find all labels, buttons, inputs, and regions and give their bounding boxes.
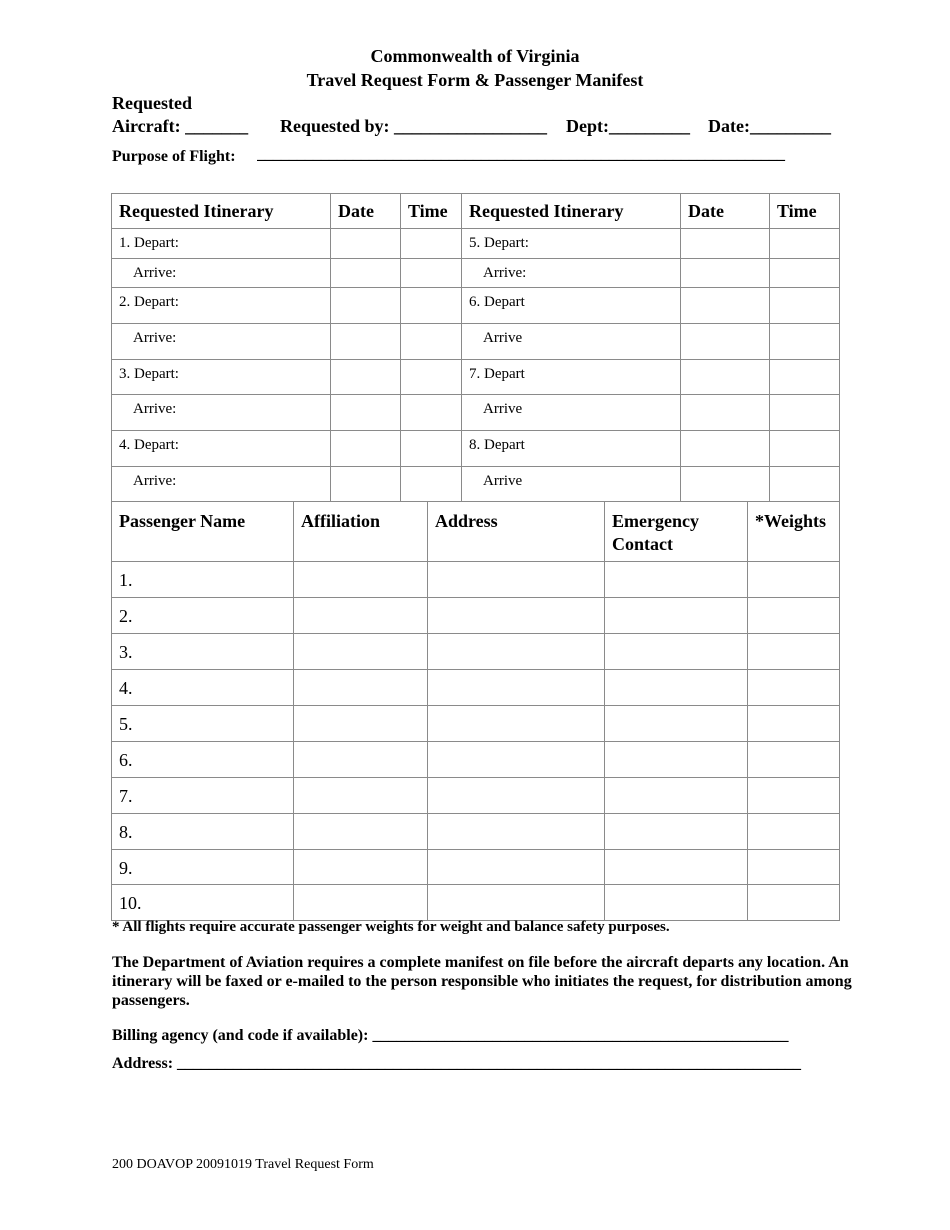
- weight-cell[interactable]: [748, 885, 840, 921]
- passenger-number[interactable]: 4.: [112, 670, 294, 706]
- dept-field[interactable]: Dept:_________: [566, 116, 690, 136]
- itinerary-leg-label: Arrive:: [112, 324, 331, 360]
- address-cell[interactable]: [428, 706, 605, 742]
- affiliation-cell[interactable]: [294, 850, 428, 885]
- date-cell[interactable]: [681, 324, 770, 360]
- time-cell[interactable]: [401, 288, 462, 324]
- address-cell[interactable]: [428, 598, 605, 634]
- itinerary-leg-label: Arrive: [462, 324, 681, 360]
- itinerary-leg-label: 7. Depart: [462, 360, 681, 395]
- date-cell[interactable]: [681, 229, 770, 259]
- emergency-contact-cell[interactable]: [605, 598, 748, 634]
- weights-header: *Weights: [748, 502, 840, 562]
- passenger-row: [112, 850, 840, 885]
- requested-by-field[interactable]: Requested by: _________________: [280, 116, 548, 136]
- weight-cell[interactable]: [748, 562, 840, 598]
- passenger-number[interactable]: 8.: [112, 814, 294, 850]
- weight-cell[interactable]: [748, 814, 840, 850]
- passenger-number[interactable]: 7.: [112, 778, 294, 814]
- passenger-number[interactable]: 6.: [112, 742, 294, 778]
- weight-cell[interactable]: [748, 706, 840, 742]
- itinerary-row: [112, 259, 840, 288]
- billing-address-field[interactable]: Address: ______________________________________________________________________________: [112, 1055, 802, 1072]
- date-cell[interactable]: [331, 467, 401, 502]
- affiliation-cell[interactable]: [294, 562, 428, 598]
- passenger-name-header: Passenger Name: [112, 502, 294, 562]
- weight-cell[interactable]: [748, 598, 840, 634]
- passenger-row: [112, 778, 840, 814]
- date-cell[interactable]: [681, 259, 770, 288]
- address-header: Address: [428, 502, 605, 562]
- weight-cell[interactable]: [748, 634, 840, 670]
- weight-cell[interactable]: [748, 670, 840, 706]
- emergency-contact-cell[interactable]: [605, 634, 748, 670]
- affiliation-cell[interactable]: [294, 778, 428, 814]
- affiliation-cell[interactable]: [294, 742, 428, 778]
- time-cell[interactable]: [401, 467, 462, 502]
- passenger-row: [112, 670, 840, 706]
- time-cell[interactable]: [770, 395, 840, 431]
- emergency-contact-cell[interactable]: [605, 706, 748, 742]
- passenger-header-row: [112, 502, 840, 562]
- date-header-right: Date: [681, 194, 770, 229]
- address-cell[interactable]: [428, 814, 605, 850]
- date-cell[interactable]: [331, 229, 401, 259]
- billing-agency-field[interactable]: Billing agency (and code if available): ____________________________________________________: [112, 1027, 789, 1044]
- affiliation-cell[interactable]: [294, 634, 428, 670]
- itinerary-row: [112, 395, 840, 431]
- emergency-contact-header: Emergency Contact: [605, 502, 748, 562]
- date-cell[interactable]: [331, 360, 401, 395]
- passenger-number[interactable]: 1.: [112, 562, 294, 598]
- itinerary-row: [112, 324, 840, 360]
- itinerary-leg-label: Arrive:: [112, 259, 331, 288]
- purpose-label: Purpose of Flight:: [112, 148, 236, 165]
- weights-note: * All flights require accurate passenger weights for weight and balance safety purposes.: [112, 919, 670, 935]
- time-cell[interactable]: [401, 229, 462, 259]
- time-cell[interactable]: [401, 395, 462, 431]
- itinerary-header-row: [112, 194, 840, 229]
- itinerary-leg-label: Arrive: [462, 395, 681, 431]
- passenger-row: [112, 885, 840, 921]
- address-cell[interactable]: [428, 634, 605, 670]
- date-cell[interactable]: [331, 395, 401, 431]
- time-cell[interactable]: [401, 431, 462, 467]
- passenger-number[interactable]: 2.: [112, 598, 294, 634]
- address-cell[interactable]: [428, 742, 605, 778]
- date-cell[interactable]: [331, 324, 401, 360]
- affiliation-header: Affiliation: [294, 502, 428, 562]
- date-header-left: Date: [331, 194, 401, 229]
- itinerary-leg-label: Arrive:: [112, 395, 331, 431]
- itinerary-row: [112, 431, 840, 467]
- itinerary-leg-label: 2. Depart:: [112, 288, 331, 324]
- passenger-number[interactable]: 10.: [112, 885, 294, 921]
- date-cell[interactable]: [681, 288, 770, 324]
- requested-label: Requested: [112, 93, 192, 113]
- emergency-contact-cell[interactable]: [605, 850, 748, 885]
- emergency-contact-cell[interactable]: [605, 778, 748, 814]
- affiliation-cell[interactable]: [294, 598, 428, 634]
- address-cell[interactable]: [428, 850, 605, 885]
- emergency-contact-cell[interactable]: [605, 742, 748, 778]
- emergency-contact-cell[interactable]: [605, 885, 748, 921]
- time-cell[interactable]: [770, 324, 840, 360]
- purpose-field[interactable]: __________________________________________________________________: [257, 146, 785, 163]
- passenger-row: [112, 634, 840, 670]
- time-cell[interactable]: [770, 229, 840, 259]
- passenger-number[interactable]: 5.: [112, 706, 294, 742]
- form-title-line1: Commonwealth of Virginia: [370, 46, 580, 66]
- time-cell[interactable]: [770, 467, 840, 502]
- itinerary-table: [111, 193, 840, 502]
- itinerary-leg-label: 8. Depart: [462, 431, 681, 467]
- affiliation-cell[interactable]: [294, 885, 428, 921]
- passenger-number[interactable]: 9.: [112, 850, 294, 885]
- itinerary-leg-label: 4. Depart:: [112, 431, 331, 467]
- affiliation-cell[interactable]: [294, 814, 428, 850]
- itinerary-header-left: Requested Itinerary: [112, 194, 331, 229]
- itinerary-leg-label: 1. Depart:: [112, 229, 331, 259]
- affiliation-cell[interactable]: [294, 670, 428, 706]
- address-cell[interactable]: [428, 562, 605, 598]
- form-title-line2: Travel Request Form & Passenger Manifest: [306, 70, 644, 90]
- itinerary-header-right: Requested Itinerary: [462, 194, 681, 229]
- passenger-row: [112, 814, 840, 850]
- time-cell[interactable]: [770, 431, 840, 467]
- time-cell[interactable]: [401, 360, 462, 395]
- itinerary-row: [112, 467, 840, 502]
- address-cell[interactable]: [428, 778, 605, 814]
- address-cell[interactable]: [428, 885, 605, 921]
- date-field[interactable]: Date:_________: [708, 116, 831, 136]
- itinerary-leg-label: Arrive:: [462, 259, 681, 288]
- weight-cell[interactable]: [748, 850, 840, 885]
- itinerary-leg-label: Arrive: [462, 467, 681, 502]
- passenger-row: [112, 742, 840, 778]
- emergency-contact-cell[interactable]: [605, 670, 748, 706]
- date-cell[interactable]: [681, 360, 770, 395]
- itinerary-row: [112, 360, 840, 395]
- address-cell[interactable]: [428, 670, 605, 706]
- date-cell[interactable]: [331, 288, 401, 324]
- passenger-row: [112, 562, 840, 598]
- passenger-row: [112, 706, 840, 742]
- time-cell[interactable]: [401, 259, 462, 288]
- itinerary-row: [112, 288, 840, 324]
- itinerary-leg-label: 3. Depart:: [112, 360, 331, 395]
- time-cell[interactable]: [401, 324, 462, 360]
- emergency-contact-cell[interactable]: [605, 562, 748, 598]
- manifest-paragraph: The Department of Aviation requires a complete manifest on file before the aircraft departs any location. An itinerary will be faxed or e-mailed to the person responsible who initiates the request, for distribution among passengers.: [112, 954, 852, 1009]
- itinerary-row: [112, 229, 840, 259]
- emergency-contact-cell[interactable]: [605, 814, 748, 850]
- date-cell[interactable]: [681, 395, 770, 431]
- affiliation-cell[interactable]: [294, 706, 428, 742]
- time-header-right: Time: [770, 194, 840, 229]
- date-cell[interactable]: [331, 431, 401, 467]
- form-id-footer: 200 DOAVOP 20091019 Travel Request Form: [112, 1157, 374, 1172]
- aircraft-field[interactable]: Aircraft: _______: [112, 116, 249, 136]
- itinerary-leg-label: 6. Depart: [462, 288, 681, 324]
- weight-cell[interactable]: [748, 778, 840, 814]
- passenger-row: [112, 598, 840, 634]
- time-cell[interactable]: [770, 259, 840, 288]
- date-cell[interactable]: [331, 259, 401, 288]
- date-cell[interactable]: [681, 431, 770, 467]
- weight-cell[interactable]: [748, 742, 840, 778]
- itinerary-leg-label: 5. Depart:: [462, 229, 681, 259]
- time-cell[interactable]: [770, 288, 840, 324]
- time-header-left: Time: [401, 194, 462, 229]
- time-cell[interactable]: [770, 360, 840, 395]
- date-cell[interactable]: [681, 467, 770, 502]
- passenger-table: [111, 501, 840, 921]
- passenger-number[interactable]: 3.: [112, 634, 294, 670]
- itinerary-leg-label: Arrive:: [112, 467, 331, 502]
